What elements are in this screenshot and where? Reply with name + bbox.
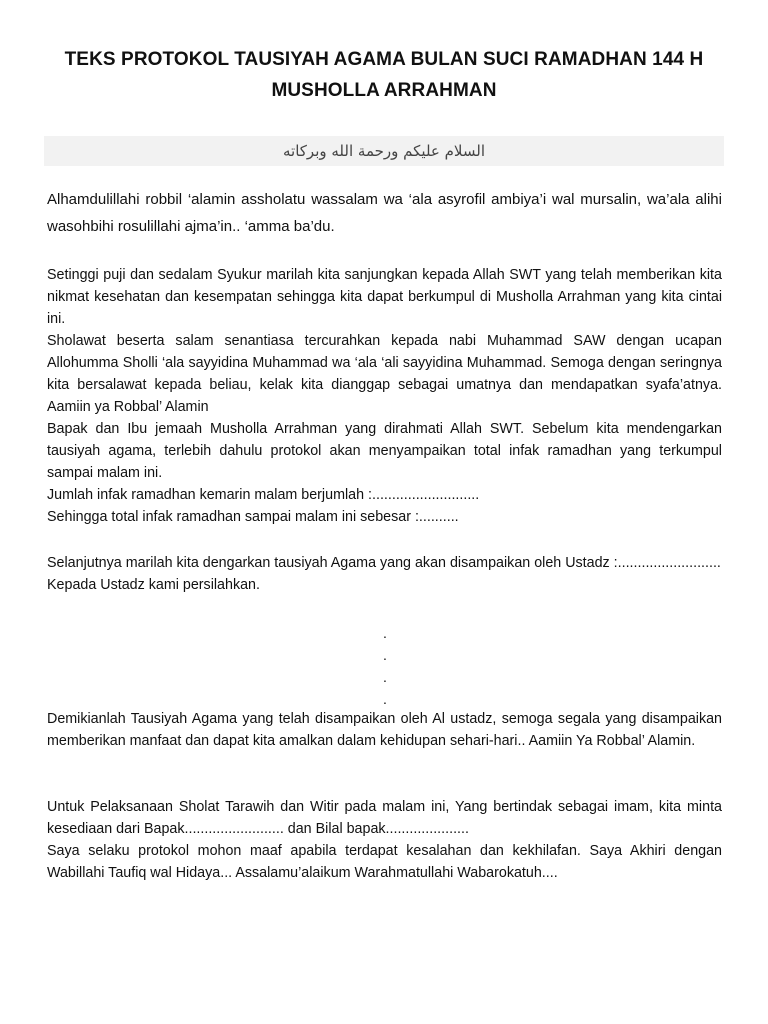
dot: . xyxy=(383,691,387,707)
paragraph-final: Saya selaku protokol mohon maaf apabila terdapat kesalahan dan kekhilafan. Saya Akhiri dengan Wabillahi Taufiq wal Hidaya... Assalamu’alaikum Warahmatullahi Wabarokatuh.... xyxy=(47,843,722,881)
continuation-dots xyxy=(380,622,390,710)
protocol-block-2 xyxy=(47,552,722,596)
opening-text: Alhamdulillahi robbil ‘alamin assholatu wassalam wa ‘ala asyrofil ambiya’i wal mursalin, wa’ala alihi wasohbihi rosulillahi ajma’in.. ‘amma ba’du. xyxy=(47,191,722,235)
dot: . xyxy=(383,647,387,663)
line-infak-kemarin: Jumlah infak ramadhan kemarin malam berjumlah :........................... xyxy=(47,487,480,503)
dot: . xyxy=(383,625,387,641)
paragraph-infak-intro: Bapak dan Ibu jemaah Musholla Arrahman yang dirahmati Allah SWT. Sebelum kita mendengarkan tausiyah agama, terlebih dahulu protokol akan menyampaikan total infak ramadhan yang terkumpul sampai malam ini. xyxy=(47,421,722,481)
paragraph-praise: Setinggi puji dan sedalam Syukur marilah kita sanjungkan kepada Allah SWT yang telah memberikan kita nikmat kesehatan dan kesempatan sehingga kita dapat berkumpul di Musholla Arrahman yang kita cintai ini. xyxy=(47,267,722,327)
paragraph-ustadz-intro: Selanjutnya marilah kita dengarkan tausiyah Agama yang akan disampaikan oleh Ustadz :.......................... xyxy=(47,555,721,571)
dot: . xyxy=(383,669,387,685)
line-infak-total: Sehingga total infak ramadhan sampai malam ini sebesar :.......... xyxy=(47,509,459,525)
protocol-block-3 xyxy=(47,708,722,752)
arabic-greeting-band xyxy=(44,136,724,166)
title-line-2: MUSHOLLA ARRAHMAN xyxy=(271,80,497,101)
paragraph-tarawih: Untuk Pelaksanaan Sholat Tarawih dan Witir pada malam ini, Yang bertindak sebagai imam, kita minta kesediaan dari Bapak......................... dan Bilal bapak..................... xyxy=(47,799,722,837)
title-line-1: TEKS PROTOKOL TAUSIYAH AGAMA BULAN SUCI RAMADHAN 144 H xyxy=(64,49,704,70)
paragraph-sholawat: Sholawat beserta salam senantiasa tercurahkan kepada nabi Muhammad SAW dengan ucapan Allohumma Sholli ‘ala sayyidina Muhammad wa ‘ala ‘ali sayyidina Muhammad. Semoga dengan seringnya kita bersalawat kepada beliau, kelak kita dianggap sebagai umatnya dan mendapatkan syafa’atnya. Aamiin ya Robbal’ Alamin xyxy=(47,333,722,415)
document-title xyxy=(40,44,728,106)
opening-paragraph xyxy=(47,186,722,240)
protocol-block-1 xyxy=(47,264,722,528)
paragraph-closing-tausiyah: Demikianlah Tausiyah Agama yang telah disampaikan oleh Al ustadz, semoga segala yang disampaikan memberikan manfaat dan dapat kita amalkan dalam kehidupan sehari-hari.. Aamiin Ya Robbal’ Alamin. xyxy=(47,711,722,749)
arabic-greeting: السلام عليكم ورحمة الله وبركاته xyxy=(283,142,485,160)
line-persilahkan: Kepada Ustadz kami persilahkan. xyxy=(47,577,260,593)
protocol-block-4 xyxy=(47,796,722,884)
